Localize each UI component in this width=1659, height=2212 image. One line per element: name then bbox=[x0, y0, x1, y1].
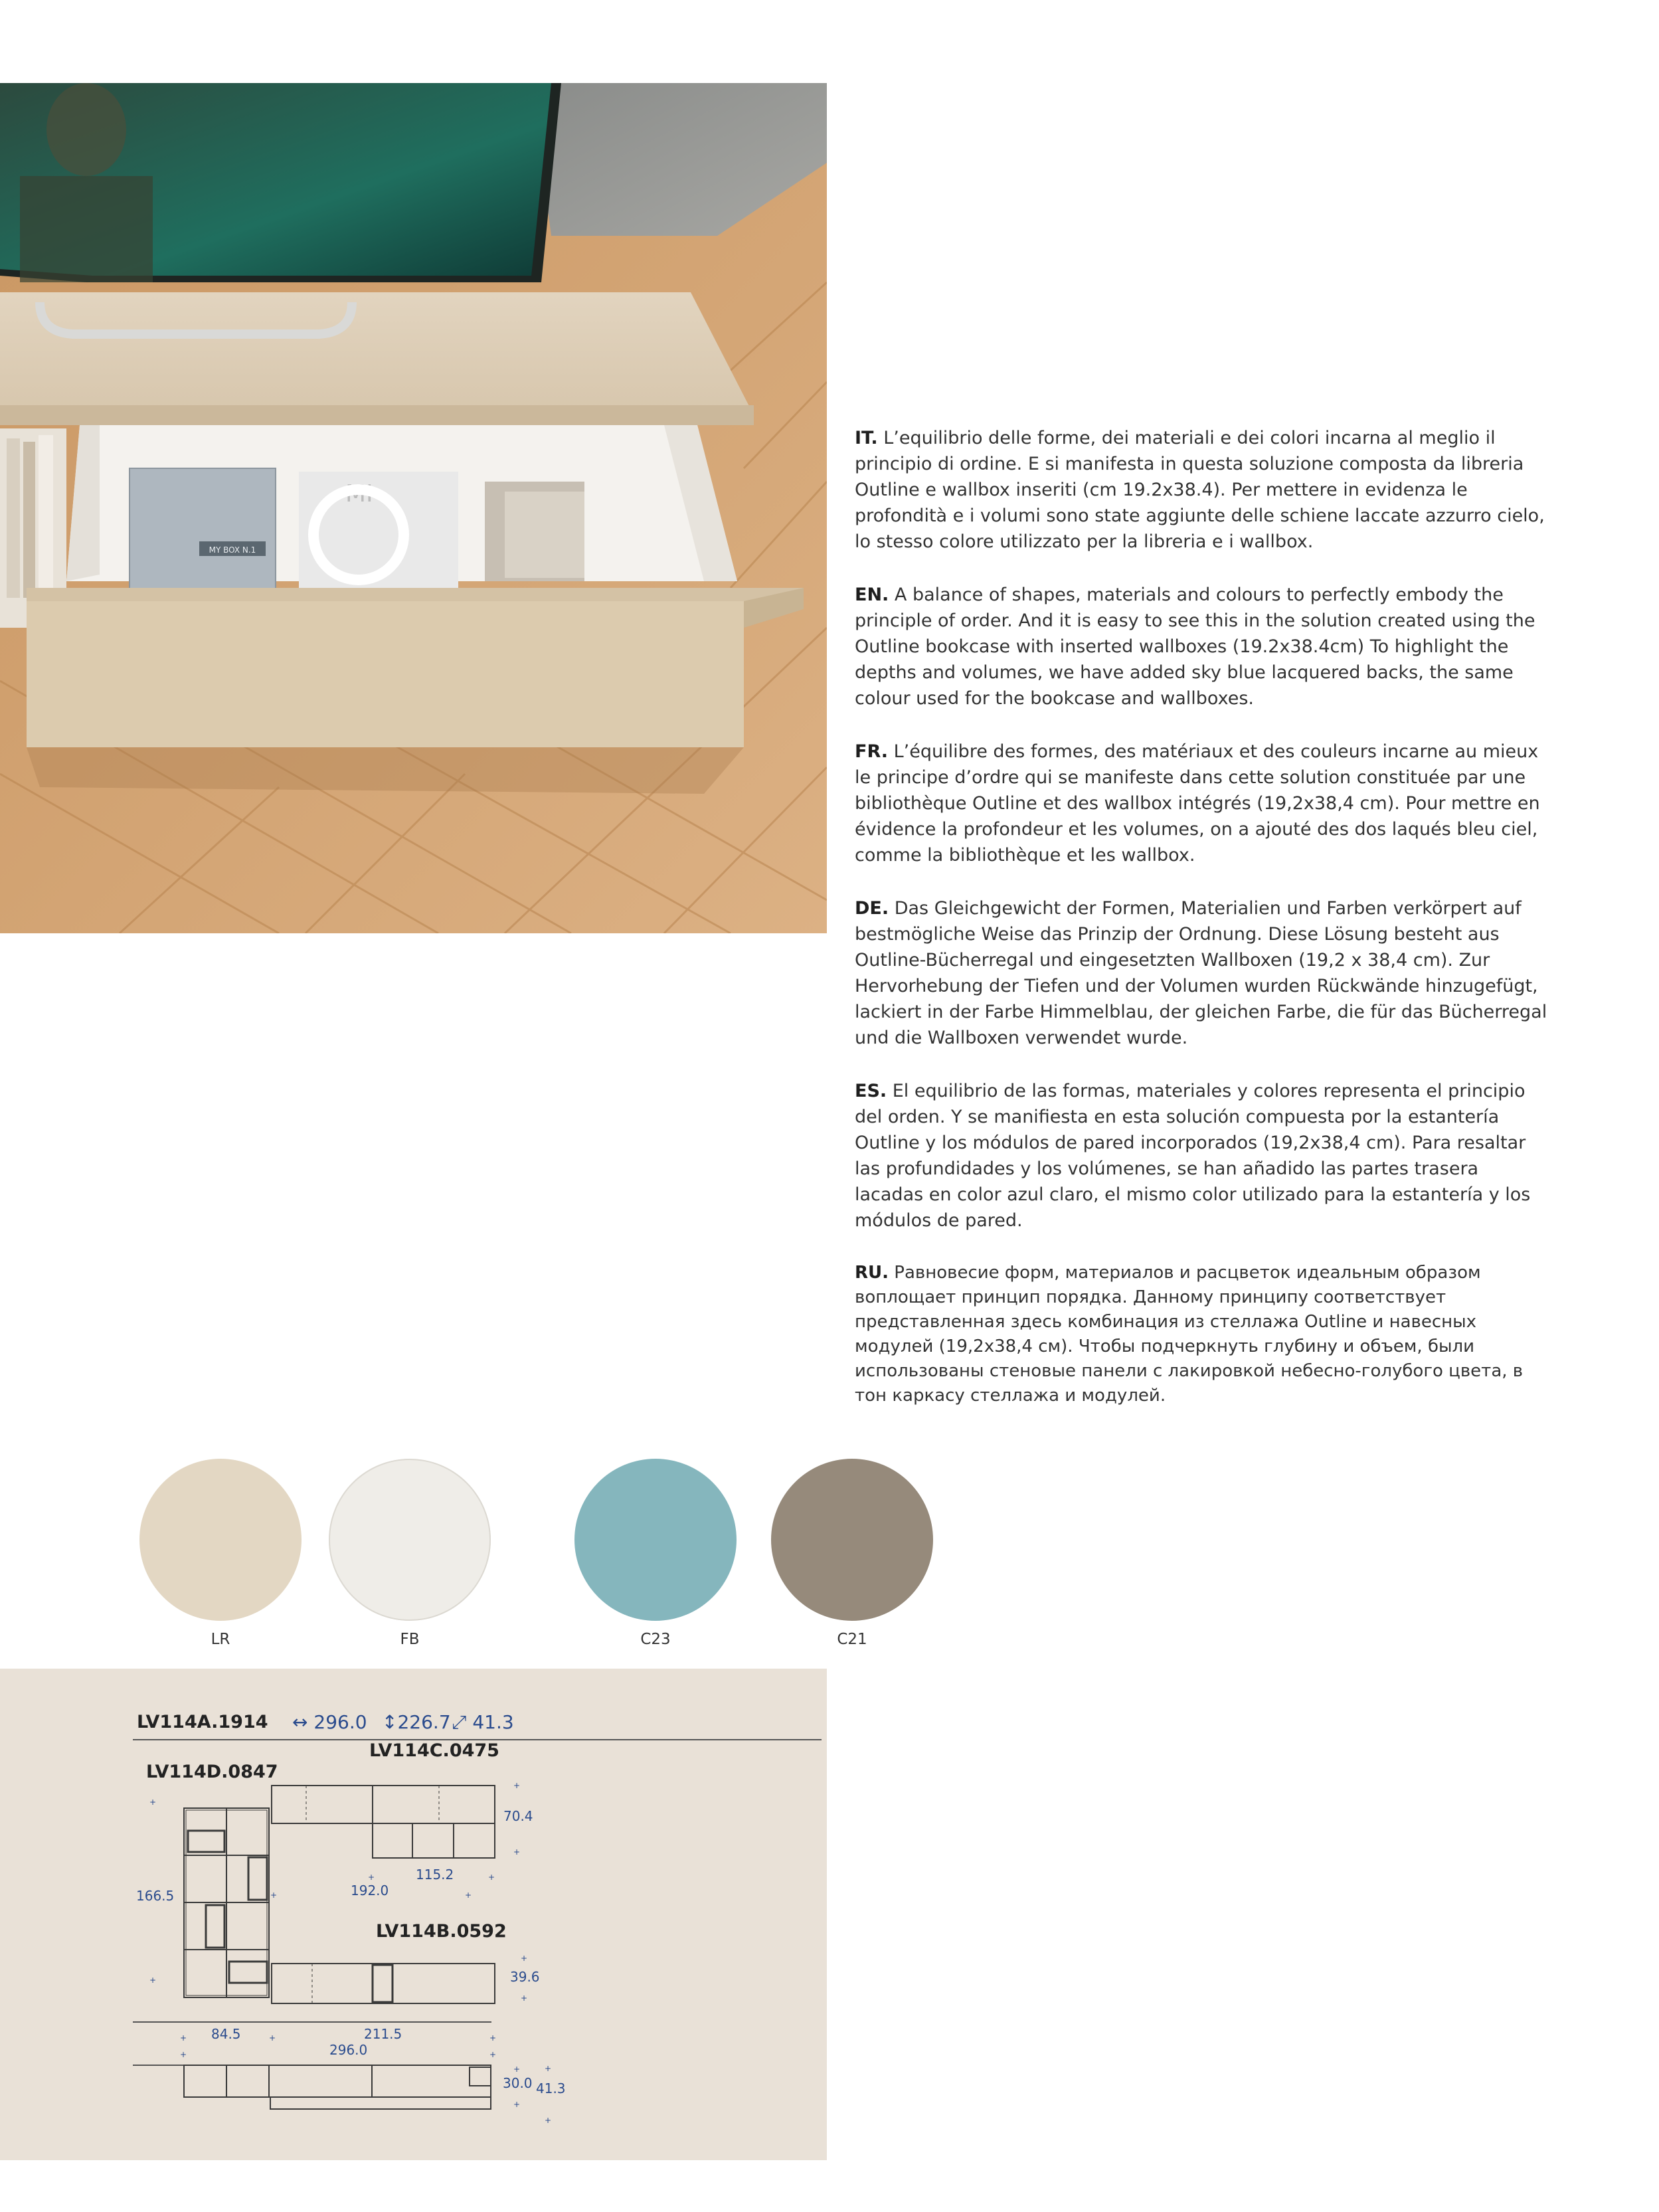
depth-icon: ⤢ bbox=[452, 1711, 467, 1733]
paragraph-text: Равновесие форм, материалов и расцветок идеальным образом воплощает принцип порядка. Данному принципу соответствует представленная здесь комбинация из стеллажа Outline и навесных модулей (19,2x38,4 см). Чтобы подчеркнуть глубину и объем, были использованы стеновые панели с лакировкой небесно-голубого цвета, в тон каркасу стеллажа и модулей. bbox=[855, 1263, 1524, 1406]
dim-h-c: 70.4 bbox=[503, 1808, 533, 1824]
lang-code: IT. bbox=[855, 428, 878, 448]
wall-unit-c bbox=[272, 1786, 495, 1858]
swatch-c21 bbox=[771, 1459, 933, 1621]
paragraph-en bbox=[855, 582, 1552, 711]
tick-mark: + bbox=[521, 1993, 528, 2003]
swatch-label-lr: LR bbox=[211, 1631, 230, 1648]
paragraph-text: L’equilibrio delle forme, dei materiali e dei colori incarna al meglio il principio di ordine. E si manifesta in questa soluzione composta da libreria Outline e wallbox inseriti (cm 19.2x38.4). Per mettere in evidenza le profondità e i volumi sono state aggiunte delle schiene laccate azzurro cielo, lo stesso colore utilizzato per la libreria e i wallbox. bbox=[855, 428, 1545, 552]
tick-mark: + bbox=[270, 1890, 278, 1900]
lang-code: ES. bbox=[855, 1081, 887, 1101]
tick-mark: + bbox=[149, 1797, 157, 1807]
lang-code: DE. bbox=[855, 898, 889, 919]
width-value: 296.0 bbox=[313, 1711, 367, 1733]
tick-mark: + bbox=[465, 1890, 472, 1900]
dim-w-upper: 192.0 bbox=[351, 1883, 389, 1898]
tick-mark: + bbox=[513, 2065, 521, 2074]
swatch-label-c23: C23 bbox=[640, 1631, 671, 1648]
swatch-c23 bbox=[574, 1459, 737, 1621]
low-unit-b bbox=[272, 1964, 495, 2003]
tick-mark: + bbox=[513, 1781, 521, 1790]
product-photo bbox=[0, 83, 827, 933]
paragraph-es bbox=[855, 1078, 1552, 1234]
dim-w-d: 84.5 bbox=[211, 2026, 241, 2042]
swatch-lr bbox=[139, 1459, 302, 1621]
tick-mark: + bbox=[368, 1873, 375, 1882]
paragraph-text: L’équilibre des formes, des matériaux et des couleurs incarne au mieux le principe d’ordre qui se manifeste dans cette solution constituée par une bibliothèque Outline et des wallbox intégrés (19,2x38,4 cm). Pour mettre en évidence la profondeur et les volumes, on a ajouté des dos laqués bleu ciel, comme la bibliothèque et les wallbox. bbox=[855, 741, 1540, 866]
height-value: 226.7 bbox=[397, 1711, 451, 1733]
tick-mark: + bbox=[545, 2116, 552, 2125]
paragraph-ru bbox=[855, 1261, 1552, 1408]
box-label: MY BOX N.1 bbox=[209, 545, 256, 555]
paragraph-text: Das Gleichgewicht der Formen, Materialien und Farben verkörpert auf bestmögliche Weise das Prinzip der Ordnung. Diese Lösung besteht aus Outline-Bücherregal und eingesetzten Wallboxen (19,2 x 38,4 cm). Zur Hervorhebung der Tiefen und der Volumen wurden Rückwände hinzugefügt, lackiert in der Farbe Himmelblau, der gleichen Farbe, die für das Bücherregal und die Wallboxen verwendet wurde. bbox=[855, 898, 1547, 1048]
tick-mark: + bbox=[489, 2033, 497, 2043]
tick-mark: + bbox=[180, 2050, 187, 2059]
swatch-label-c21: C21 bbox=[837, 1631, 867, 1648]
swatch-fb bbox=[329, 1459, 491, 1621]
paragraph-de bbox=[855, 895, 1552, 1051]
height-icon: ↕ bbox=[382, 1711, 398, 1733]
tick-mark: + bbox=[513, 2100, 521, 2109]
depth-value: 41.3 bbox=[472, 1711, 514, 1733]
module-code-c: LV114C.0475 bbox=[369, 1740, 499, 1761]
paragraph-it bbox=[855, 425, 1552, 555]
bookcase-d bbox=[184, 1808, 269, 1997]
lang-code: FR. bbox=[855, 741, 888, 762]
tick-mark: + bbox=[488, 1873, 495, 1882]
tick-mark: + bbox=[180, 2033, 187, 2043]
module-code-b: LV114B.0592 bbox=[376, 1921, 507, 1942]
paragraph-text: El equilibrio de las formas, materiales y colores representa el principio del orden. Y se manifiesta en esta solución compuesta por la estantería Outline y los módulos de pared incorporados (19,2x38,4 cm). Para resaltar las profundidades y los volúmenes, se han añadido las partes trasera lacadas en color azul claro, el mismo color utilizado para la estantería y los módulos de pared. bbox=[855, 1081, 1531, 1231]
dim-h-b: 39.6 bbox=[510, 1969, 540, 1985]
storage-box bbox=[130, 468, 276, 591]
tick-mark: + bbox=[149, 1976, 157, 1985]
living-room-scene bbox=[0, 83, 827, 933]
module-code-d: LV114D.0847 bbox=[146, 1762, 278, 1782]
magazine-label: MI bbox=[345, 480, 373, 507]
composition-code: LV114A.1914 bbox=[137, 1712, 268, 1732]
tick-mark: + bbox=[489, 2050, 497, 2059]
tick-mark: + bbox=[269, 2033, 276, 2043]
paragraph-fr bbox=[855, 739, 1552, 868]
composition-panel bbox=[0, 1669, 827, 2160]
tick-mark: + bbox=[521, 1954, 528, 1963]
dim-h-d: 166.5 bbox=[136, 1888, 175, 1904]
lang-code: RU. bbox=[855, 1263, 889, 1283]
dim-w-c: 115.2 bbox=[416, 1867, 454, 1883]
tick-mark: + bbox=[545, 2064, 552, 2073]
paragraph-text: A balance of shapes, materials and colours to perfectly embody the principle of order. And it is easy to see this in the solution created using the Outline bookcase with inserted wallboxes (19.2x38.4cm) To highlight the depths and volumes, we have added sky blue lacquered backs, the same colour used for the bookcase and wallboxes. bbox=[855, 585, 1535, 709]
lang-code: EN. bbox=[855, 585, 889, 605]
description-text bbox=[855, 425, 1552, 1435]
dim-w-total: 296.0 bbox=[329, 2042, 368, 2058]
drawer-front bbox=[27, 601, 744, 747]
dim-d-b: 30.0 bbox=[503, 2075, 533, 2091]
plan-view bbox=[184, 2065, 491, 2109]
dim-d-total: 41.3 bbox=[536, 2080, 566, 2096]
dim-w-b: 211.5 bbox=[364, 2026, 402, 2042]
tick-mark: + bbox=[513, 1847, 521, 1857]
swatch-label-fb: FB bbox=[400, 1631, 420, 1648]
width-icon: ↔ bbox=[292, 1711, 308, 1733]
